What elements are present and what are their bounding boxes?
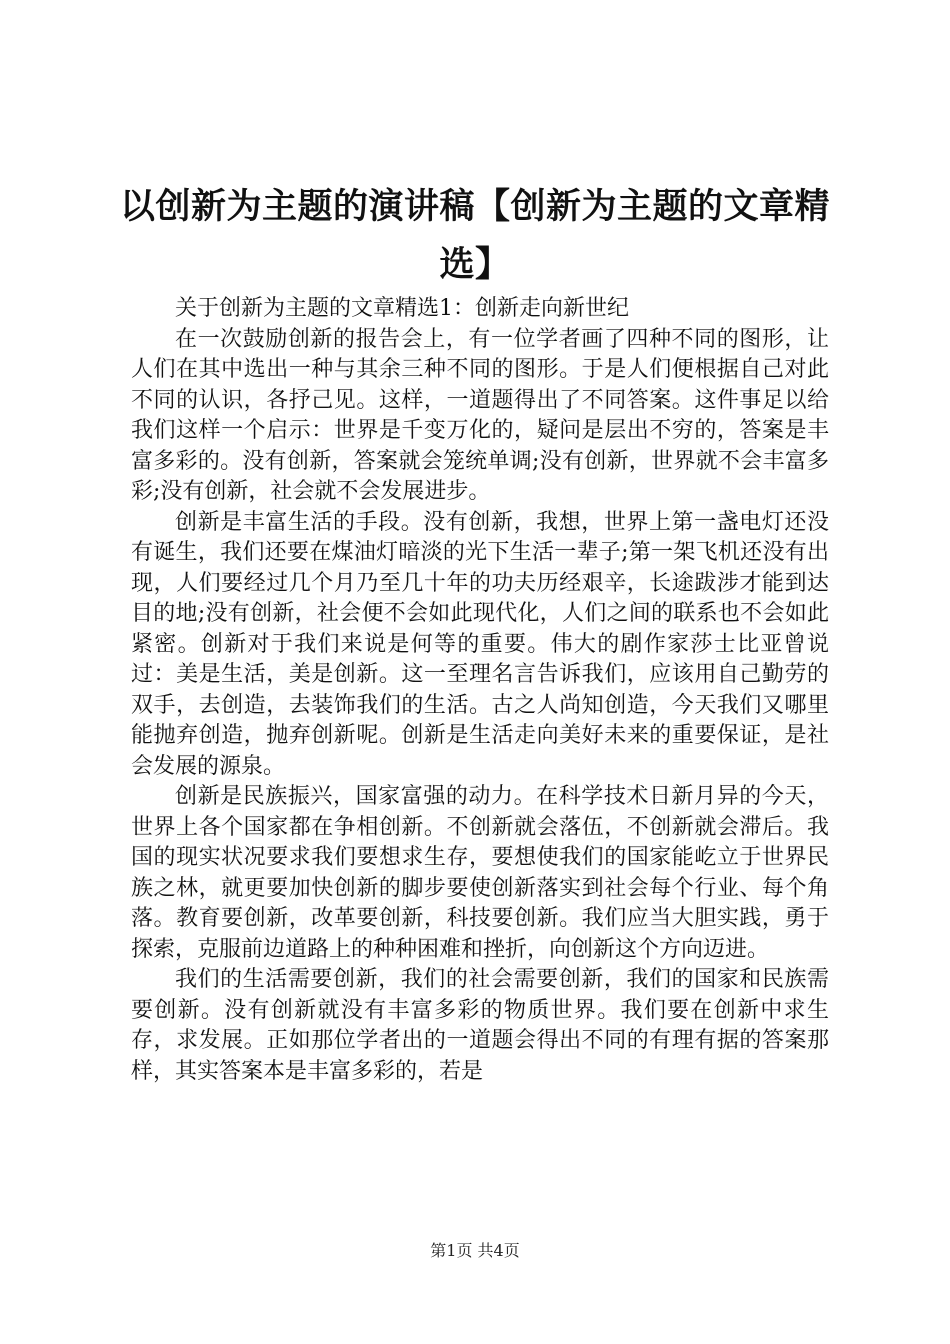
document-body — [131, 294, 829, 1087]
paragraph-1: 在一次鼓励创新的报告会上，有一位学者画了四种不同的图形，让人们在其中选出一种与其余三种不同的图形。于是人们便根据自己对此不同的认识，各抒己见。这样，一道题得出了不同答案。这件事足以给我们这样一个启示：世界是千变万化的，疑问是层出不穷的，答案是丰富多彩的。没有创新，答案就会笼统单调;没有创新，世界就不会丰富多彩;没有创新，社会就不会发展进步。 — [131, 326, 829, 504]
paragraph-3: 创新是民族振兴，国家富强的动力。在科学技术日新月异的今天，世界上各个国家都在争相创新。不创新就会落伍，不创新就会滞后。我国的现实状况要求我们要想求生存，要想使我们的国家能屹立于世界民族之林，就更要加快创新的脚步要使创新落实到社会每个行业、每个角落。教育要创新，改革要创新，科技要创新。我们应当大胆实践，勇于探索，克服前边道路上的种种困难和挫折，向创新这个方向迈进。 — [131, 784, 829, 962]
paragraph-2: 创新是丰富生活的手段。没有创新，我想，世界上第一盏电灯还没有诞生，我们还要在煤油灯暗淡的光下生活一辈子;第一架飞机还没有出现，人们要经过几个月乃至几十年的功夫历经艰辛，长途跋涉才能到达目的地;没有创新，社会便不会如此现代化，人们之间的联系也不会如此紧密。创新对于我们来说是何等的重要。伟大的剧作家莎士比亚曾说过：美是生活，美是创新。这一至理名言告诉我们，应该用自己勤劳的双手，去创造，去装饰我们的生活。古之人尚知创造，今天我们又哪里能抛弃创造，抛弃创新呢。创新是生活走向美好未来的重要保证，是社会发展的源泉。 — [131, 509, 829, 779]
page-number-footer: 第1页 共4页 — [430, 1241, 520, 1260]
document-title: 以创新为主题的演讲稿【创新为主题的文章精选】 — [120, 187, 831, 285]
paragraph-4: 我们的生活需要创新，我们的社会需要创新，我们的国家和民族需要创新。没有创新就没有丰富多彩的物质世界。我们要在创新中求生存，求发展。正如那位学者出的一道题会得出不同的有理有据的答案那样，其实答案本是丰富多彩的，若是 — [131, 967, 829, 1084]
section-subtitle: 关于创新为主题的文章精选1：创新走向新世纪 — [175, 296, 629, 321]
